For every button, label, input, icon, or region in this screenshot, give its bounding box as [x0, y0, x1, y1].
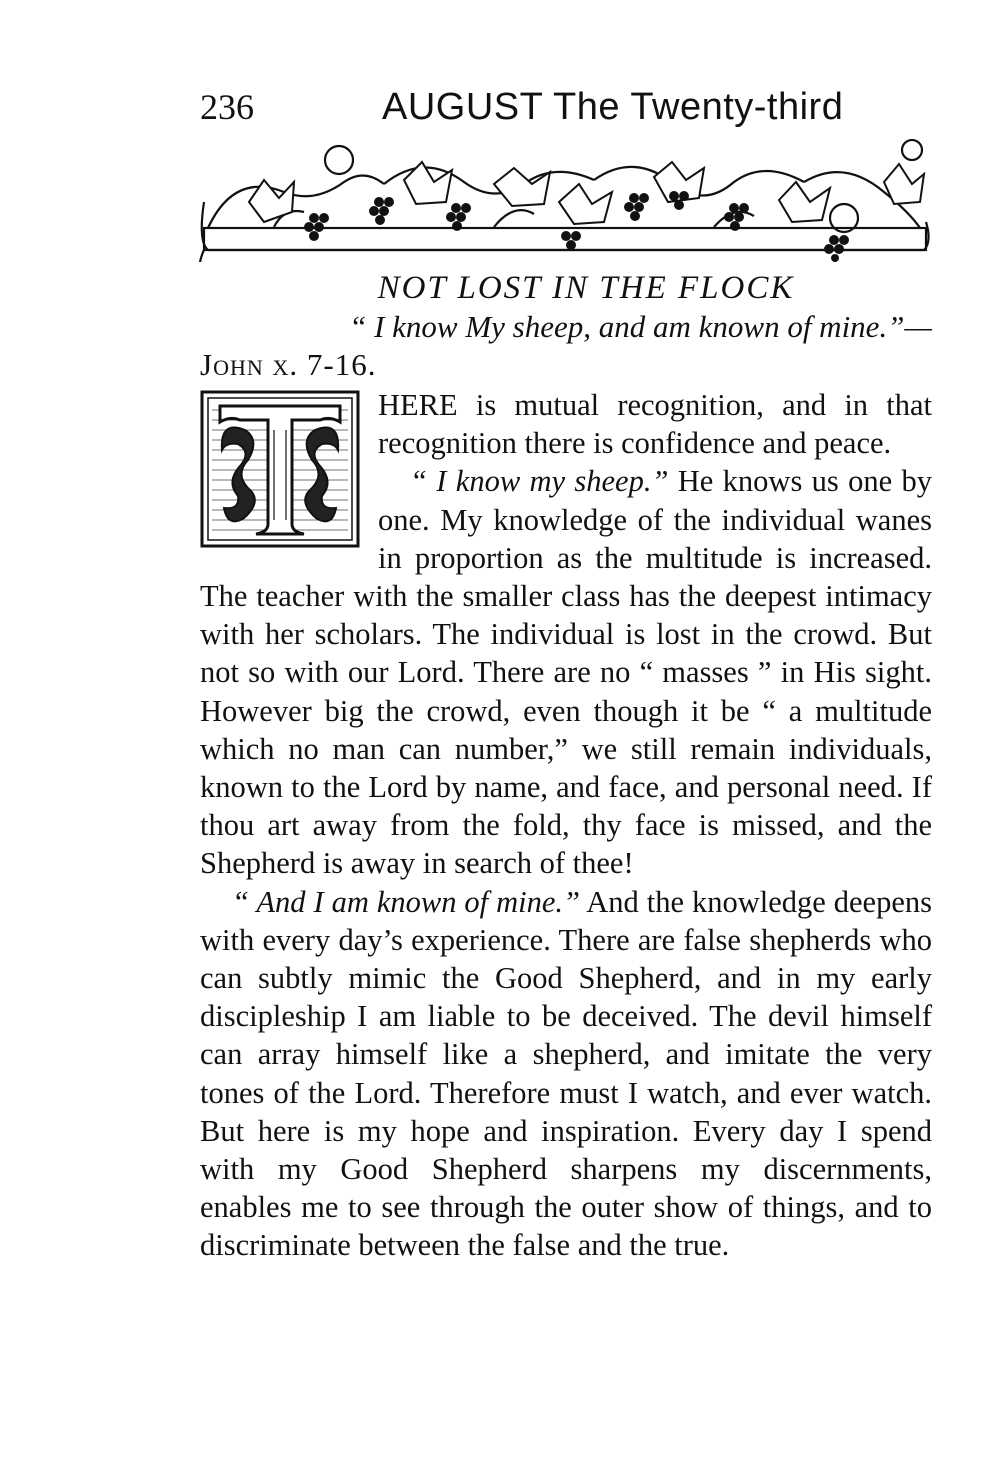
epigraph	[200, 308, 932, 384]
paragraph-2-text: He knows us one by one. My knowledge of the individual wanes in proportion as the multitude is increased. The teacher with the smaller class has the deepest intimacy with her scholars. The individual is lost in the crowd. But not so with our Lord. There are no “ masses ” in His sight. However big the crowd, even though it be “ a multitude which no man can number,” we still remain individuals, known to the Lord by name, and face, and personal need. If thou art away from the fold, thy face is missed, and the Shepherd is away in search of thee!	[200, 464, 932, 881]
grapevine-ornament-banner	[194, 132, 932, 262]
epigraph-citation: John x. 7-16.	[200, 347, 377, 382]
section-title: NOT LOST IN THE FLOCK	[377, 270, 795, 306]
page-header	[200, 82, 932, 132]
paragraph-1: HERE is mutual recognition, and in that recognition there is confidence and peace.	[378, 388, 932, 461]
running-head: AUGUST The Twenty-third	[382, 86, 844, 128]
paragraph-3-quote: “ And I am known of mine.”	[232, 884, 580, 919]
paragraph-3-text: And the knowledge deepens with every day’s experience. There are false shepherds who can subtly mimic the Good Shepherd, and in my early discipleship I am liable to be deceived. The devil himself can array himself like a shepherd, and imitate the very tones of the Lord. Therefore must I watch, and ever watch. But here is my hope and inspiration. Every day I spend with my Good Shepherd sharpens my discernments, enables me to see through the outer show of things, and to discriminate between the false and the true.	[200, 884, 932, 1263]
paragraph-2-quote: “ I know my sheep.”	[410, 464, 669, 499]
book-page	[200, 82, 932, 1265]
grapevine-ornament-icon	[194, 132, 932, 262]
epigraph-quote: “ I know My sheep, and am known of mine.”—	[349, 309, 932, 344]
devotional-body	[200, 386, 932, 1265]
dropcap-t-icon	[200, 390, 360, 548]
page-number: 236	[200, 87, 254, 127]
paragraph-3	[200, 883, 932, 1265]
ornamental-dropcap	[200, 390, 360, 548]
